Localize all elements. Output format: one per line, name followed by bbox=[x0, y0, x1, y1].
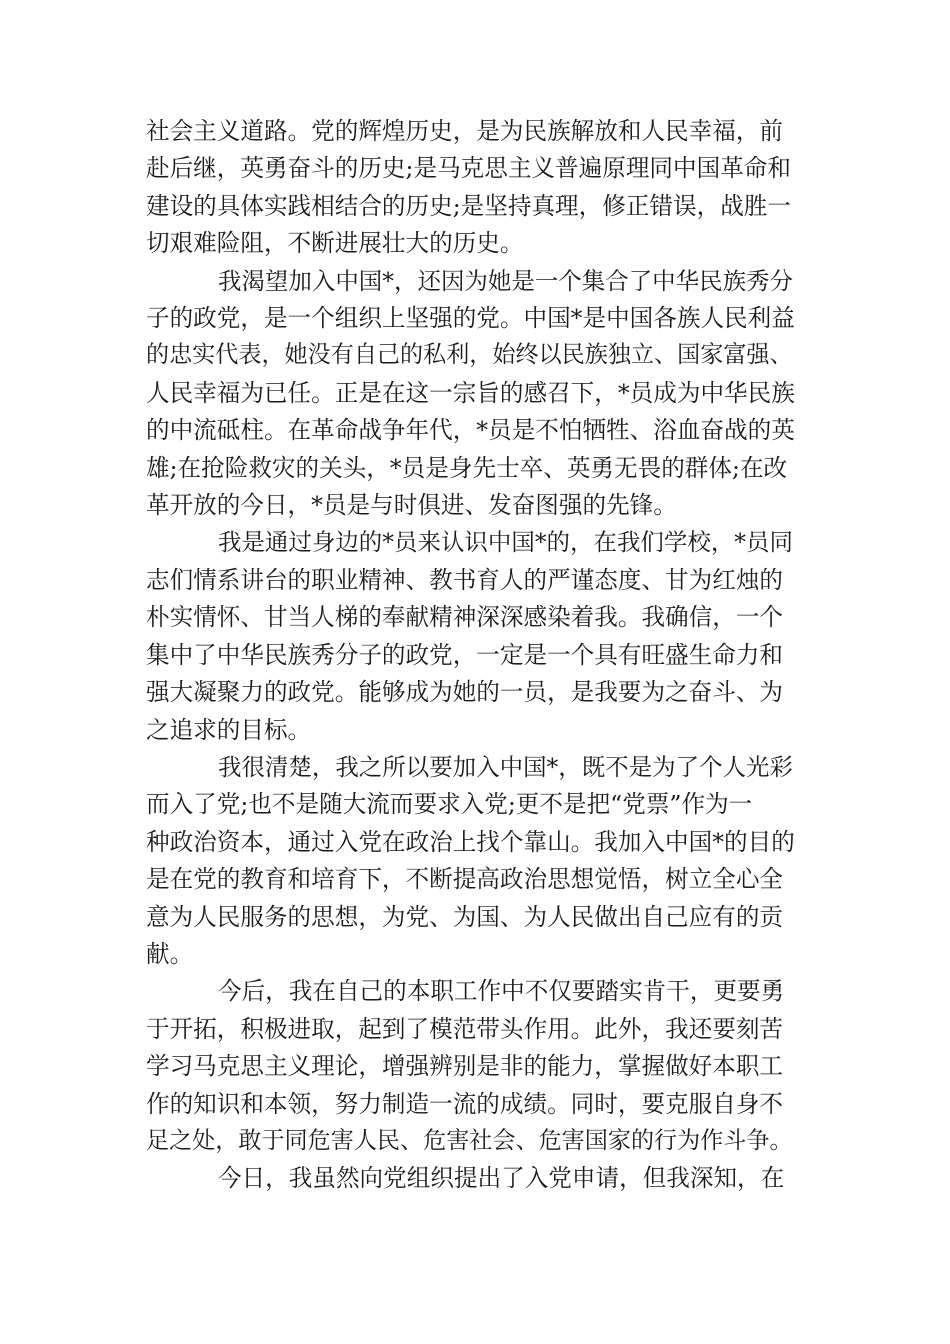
paragraph-2 bbox=[146, 263, 796, 525]
text-line: 朴实情怀、甘当人梯的奉献精神深深感染着我。我确信，一个 bbox=[146, 603, 784, 632]
text-line: 切艰难险阻，不断进展壮大的历史。 bbox=[146, 229, 524, 258]
text-line: 子的政党，是一个组织上坚强的党。中国*是中国各族人民利益 bbox=[146, 304, 795, 333]
text-line: 作的知识和本领，努力制造一流的成绩。同时，要克服自身不 bbox=[146, 1089, 784, 1118]
text-line: 的中流砥柱。在革命战争年代，*员是不怕牺牲、浴血奋战的英 bbox=[146, 416, 795, 445]
text-line: 于开拓，积极进取，起到了模范带头作用。此外，我还要刻苦 bbox=[146, 1014, 784, 1043]
document-body bbox=[146, 113, 796, 1198]
text-line: 建设的具体实践相结合的历史;是坚持真理，修正错误，战胜一 bbox=[146, 191, 791, 220]
text-line: 是在党的教育和培育下，不断提高政治思想觉悟，树立全心全 bbox=[146, 865, 784, 894]
paragraph-1 bbox=[146, 113, 796, 263]
text-line: 强大凝聚力的政党。能够成为她的一员，是我要为之奋斗、为 bbox=[146, 678, 784, 707]
text-line: 而入了党;也不是随大流而要求入党;更不是把“党票”作为一 bbox=[146, 790, 753, 819]
text-line: 革开放的今日，*员是与时俱进、发奋图强的先锋。 bbox=[146, 491, 677, 520]
text-line: 我是通过身边的*员来认识中国*的，在我们学校，*员同 bbox=[218, 528, 793, 557]
text-line: 志们情系讲台的职业精神、教书育人的严谨态度、甘为红烛的 bbox=[146, 565, 784, 594]
text-line: 雄;在抢险救灾的关头，*员是身先士卒、英勇无畏的群体;在改 bbox=[146, 453, 788, 482]
text-line: 集中了中华民族秀分子的政党，一定是一个具有旺盛生命力和 bbox=[146, 640, 784, 669]
paragraph-5 bbox=[146, 973, 796, 1160]
text-line: 足之处，敢于同危害人民、危害社会、危害国家的行为作斗争。 bbox=[146, 1127, 793, 1154]
text-line: 今后，我在自己的本职工作中不仅要踏实肯干，更要勇 bbox=[218, 977, 785, 1006]
text-line: 赴后继，英勇奋斗的历史;是马克思主义普遍原理同中国革命和 bbox=[146, 154, 791, 183]
text-line: 我渴望加入中国*，还因为她是一个集合了中华民族秀分 bbox=[218, 266, 793, 295]
text-line: 种政治资本，通过入党在政治上找个靠山。我加入中国*的目的 bbox=[146, 827, 795, 856]
paragraph-6 bbox=[146, 1160, 796, 1197]
text-line: 意为人民服务的思想，为党、为国、为人民做出自己应有的贡 bbox=[146, 902, 784, 931]
paragraph-3 bbox=[146, 524, 796, 748]
text-line: 人民幸福为已任。正是在这一宗旨的感召下，*员成为中华民族 bbox=[146, 378, 795, 407]
text-line: 我很清楚，我之所以要加入中国*，既不是为了个人光彩 bbox=[218, 752, 793, 781]
text-line: 今日，我虽然向党组织提出了入党申请，但我深知，在 bbox=[218, 1164, 785, 1193]
text-line: 献。 bbox=[146, 939, 194, 968]
text-line: 学习马克思主义理论，增强辨别是非的能力，掌握做好本职工 bbox=[146, 1052, 784, 1081]
text-line: 的忠实代表，她没有自己的私利，始终以民族独立、国家富强、 bbox=[146, 342, 793, 369]
text-line: 之追求的目标。 bbox=[146, 715, 312, 744]
paragraph-4 bbox=[146, 749, 796, 973]
text-line: 社会主义道路。党的辉煌历史，是为民族解放和人民幸福，前 bbox=[146, 117, 784, 145]
